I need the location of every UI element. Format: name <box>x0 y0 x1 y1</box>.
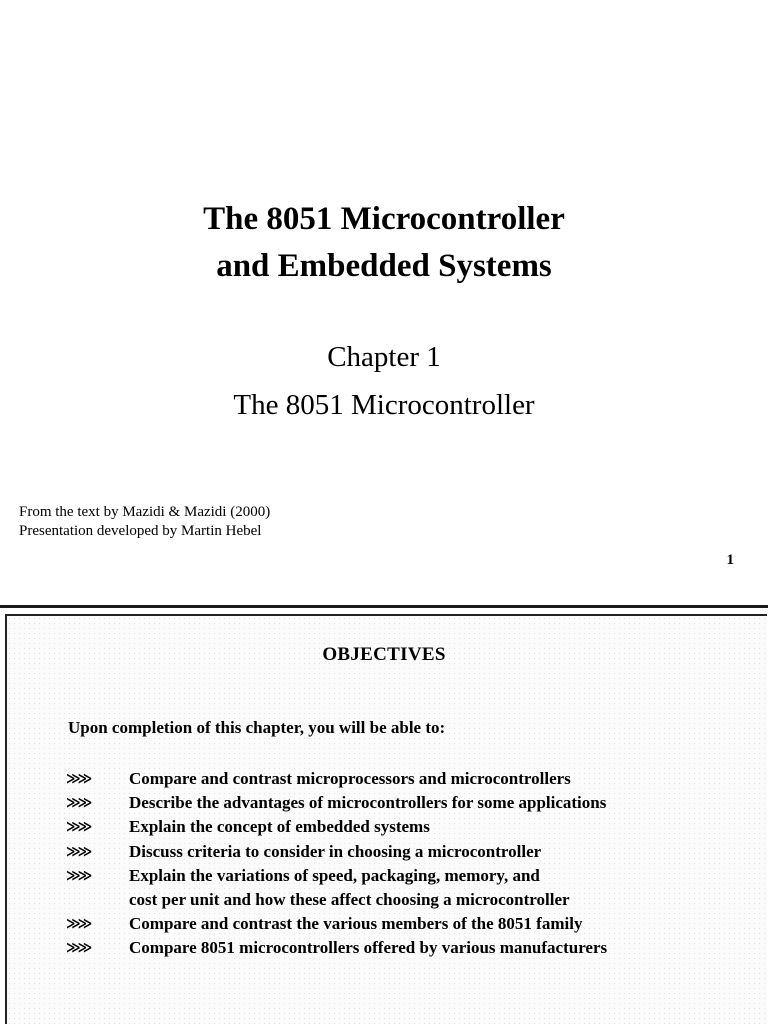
objective-item <box>66 912 607 936</box>
title-line-1: The 8051 Microcontroller <box>203 201 565 237</box>
credits <box>19 503 270 541</box>
objective-item <box>66 936 607 960</box>
objective-item <box>66 840 607 864</box>
objective-text <box>129 864 607 912</box>
double-arrow-bullet-icon: ≫≫ <box>66 819 90 836</box>
objectives-intro: Upon completion of this chapter, you will be able to: <box>68 718 446 737</box>
objective-line: Explain the concept of embedded systems <box>129 817 430 837</box>
objective-text <box>129 815 607 839</box>
double-arrow-bullet-icon: ≫≫ <box>66 771 90 787</box>
double-arrow-bullet-icon: ≫≫ <box>66 940 90 957</box>
objectives-heading: OBJECTIVES <box>322 644 446 665</box>
double-arrow-bullet-icon: ≫≫ <box>66 795 90 812</box>
objective-line: Describe the advantages of microcontrollers for some applications <box>129 793 607 813</box>
objective-item <box>66 815 607 839</box>
objective-line: cost per unit and how these affect choosing a microcontroller <box>129 890 570 910</box>
slide-title <box>0 196 768 290</box>
page-number: 1 <box>726 552 734 568</box>
objective-line: Discuss criteria to consider in choosing a microcontroller <box>129 841 542 861</box>
objective-text <box>129 912 607 936</box>
objective-item <box>66 791 607 815</box>
double-arrow-bullet-icon: ≫≫ <box>66 916 90 933</box>
objective-text <box>129 791 607 815</box>
objective-line: Compare and contrast microprocessors and microcontrollers <box>129 769 571 788</box>
objective-text <box>129 840 607 864</box>
objective-line: Compare 8051 microcontrollers offered by various manufacturers <box>129 938 608 958</box>
chapter-heading <box>0 333 768 429</box>
credits-source: From the text by Mazidi & Mazidi (2000) <box>19 504 271 520</box>
chapter-title: The 8051 Microcontroller <box>233 389 535 421</box>
objective-text <box>129 767 607 791</box>
objective-line: Compare and contrast the various members of the 8051 family <box>129 914 583 934</box>
double-arrow-bullet-icon: ≫≫ <box>66 867 90 884</box>
objectives-slide <box>0 605 768 1024</box>
objective-text <box>129 936 607 960</box>
double-arrow-bullet-icon: ≫≫ <box>66 843 90 860</box>
objective-item <box>66 864 607 912</box>
objective-line: Explain the variations of speed, packaging, memory, and <box>129 865 540 885</box>
objective-item <box>66 767 607 791</box>
objectives-list <box>66 767 607 961</box>
credits-author: Presentation developed by Martin Hebel <box>19 523 262 539</box>
title-line-2: and Embedded Systems <box>216 248 552 284</box>
chapter-number: Chapter 1 <box>327 341 441 373</box>
